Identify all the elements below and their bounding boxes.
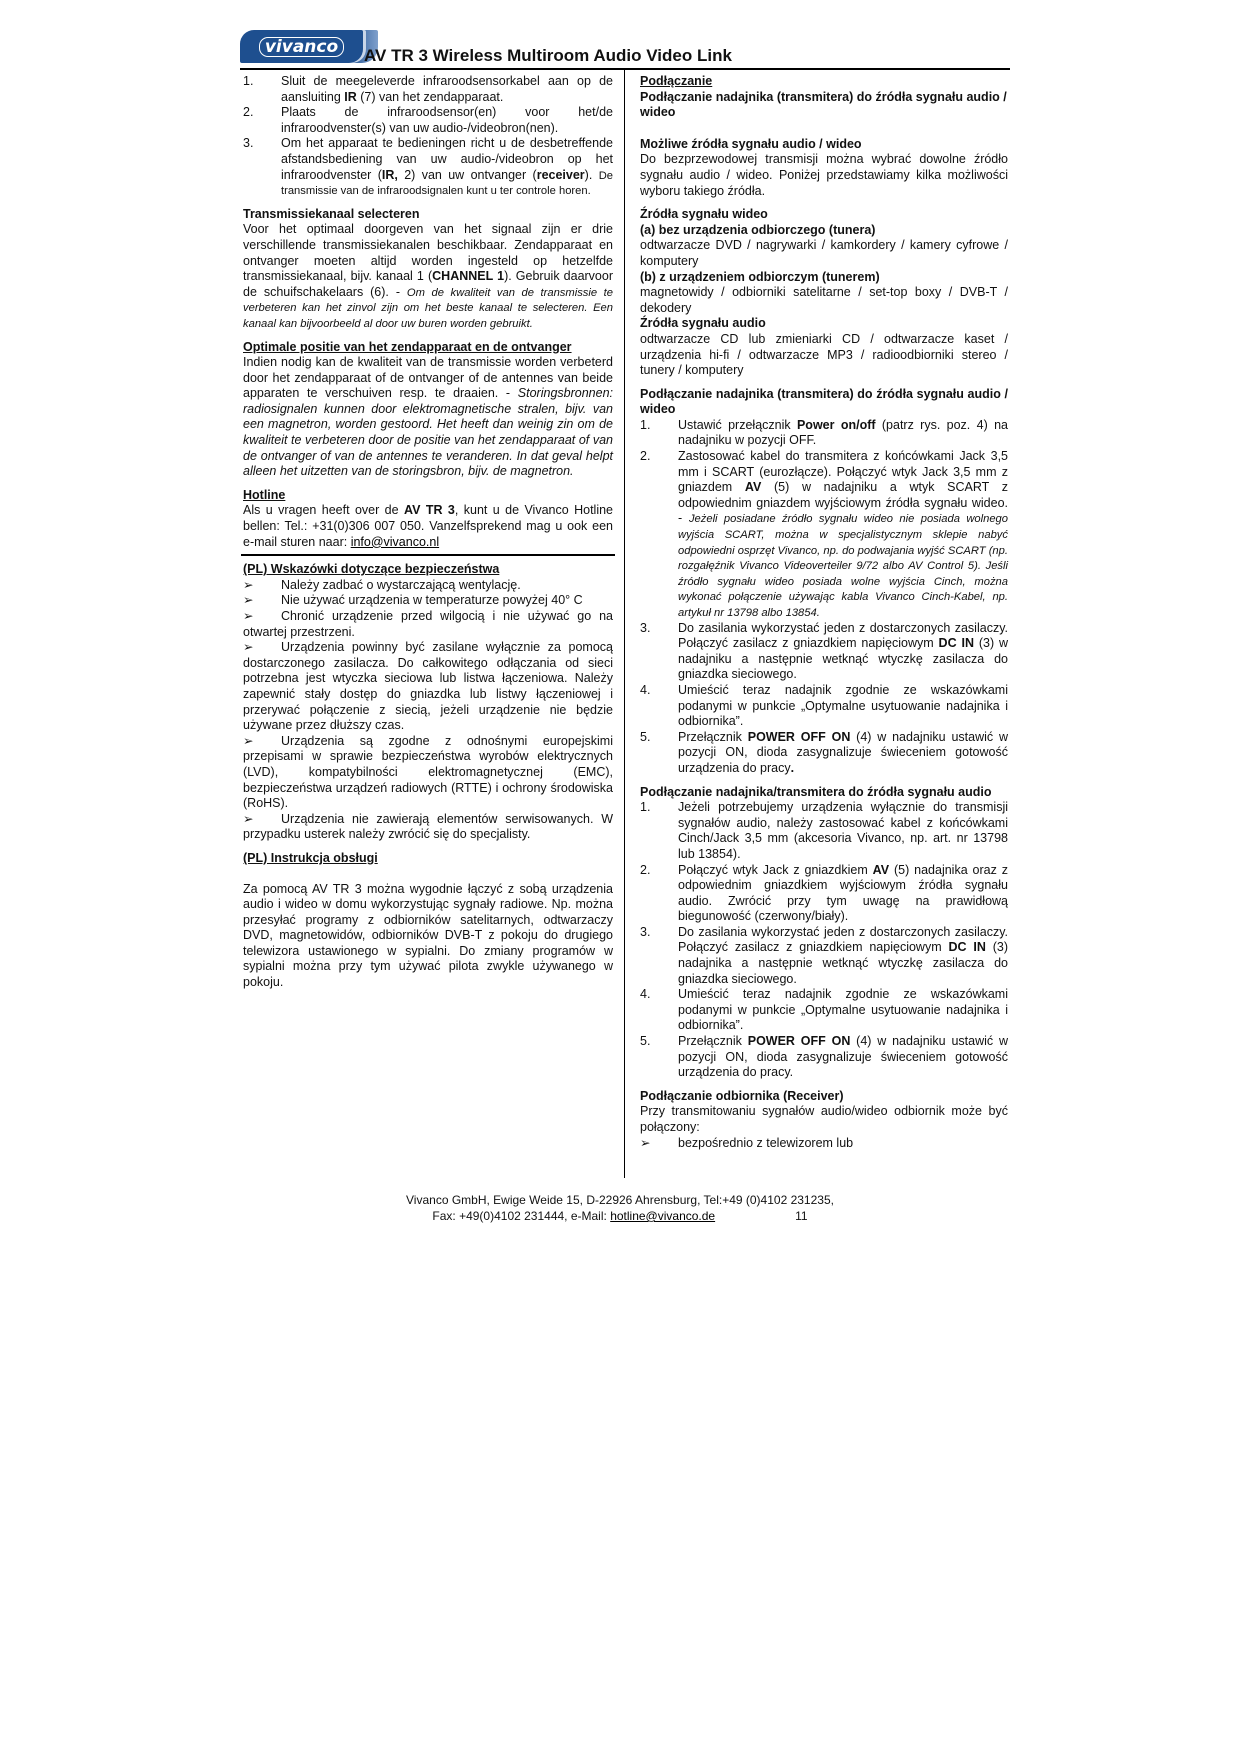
- av-steps-list: [640, 418, 1008, 777]
- subsection-heading: Źródła sygnału audio: [640, 316, 766, 331]
- list-item: [640, 1034, 1008, 1081]
- subsection-heading: Podłączanie nadajnika (transmitera) do źródła sygnału audio / wideo: [640, 89, 1007, 120]
- text: ).: [584, 167, 599, 182]
- item-number: 3.: [243, 136, 254, 151]
- right-column: [640, 74, 1008, 1151]
- arrow-bullet-icon: ➢: [243, 811, 254, 826]
- paragraph: magnetowidy / odbiorniki satelitarne / set-top boxy / DVB-T / dekodery: [640, 285, 1008, 315]
- bullet-item: [243, 593, 613, 609]
- bold-text: AV: [744, 480, 762, 495]
- italic-note: Om de kwaliteit van de transmissie te verbeteren kan het zinvol zijn om het beste kanaal te selecteren. Een kanaal kan bijvoorbeeld al door uw buren worden gebruikt.: [243, 286, 613, 330]
- text: Als u vragen heeft over de: [243, 503, 404, 518]
- column-divider: [624, 70, 625, 1178]
- subsection-heading: Podłączanie nadajnika/transmitera do źródła sygnału audio: [640, 784, 992, 799]
- text: 2) van uw ontvanger (: [397, 167, 537, 182]
- section-heading: Transmissiekanaal selecteren: [243, 206, 420, 221]
- bullet-item: [243, 609, 613, 640]
- item-number: 4.: [640, 987, 651, 1002]
- text: Urządzenia są zgodne z odnośnymi europejskimi przepisami w sprawie bezpieczeństwa wyrobów elektrycznych (LVD), kompatybilności elektromagnetycznej (EMC), bezpieczeństwa urządzeń radiowych (RTTE) i ochrony środowiska (RoHS).: [243, 733, 613, 811]
- item-text: [678, 863, 1008, 925]
- item-number: 3.: [640, 620, 651, 635]
- text: Urządzenia powinny być zasilane wyłącznie za pomocą dostarczonego zasilacza. Do całkowitego odłączania od sieci potrzebna jest wtyczka sieciowa lub listwa łączeniowa. Należy zapewnić stały dostęp do gniazdka lub listwy łączeniowej i przerywać połączenie z siecią, jeżeli urządzenie nie będzie używane przez dłuższy czas.: [243, 640, 613, 733]
- item-text: Jeżeli potrzebujemy urządzenia wyłącznie do transmisji sygnałów audio, należy zastosować kabel z końcówkami Cinch/Jack 3,5 mm (akcesoria Vivanco, np. art. nr 13798 lub 13854).: [678, 800, 1008, 861]
- item-text: Umieścić teraz nadajnik zgodnie ze wskazówkami podanymi w punkcie „Optymalne usytuowanie nadajnika i odbiornika”.: [678, 987, 1008, 1033]
- small-text: De transmissie van de infraroodsignalen kunt u ter controle horen.: [281, 169, 613, 198]
- text: , kunt u de Vivanco Hotline bellen: Tel.: +31(0)306 007 050. Vanzelfsprekend mag u ook een e-mail sturen naar:: [243, 503, 614, 549]
- audio-steps-list: [640, 800, 1008, 1081]
- text: (patrz rys. poz. 4) na nadajniku w pozycji OFF.: [678, 417, 1008, 448]
- bullet-item: [243, 734, 613, 812]
- text: (4) w nadajniku ustawić w pozycji ON, dioda zasygnalizuje świeceniem gotowość urządzenia do pracy: [678, 729, 1008, 775]
- item-number: 5.: [640, 729, 651, 744]
- text: (3) nadajnika a następnie wetknąć wtyczkę zasilacza do gniazdka sieciowego.: [678, 940, 1009, 986]
- text: Ustawić przełącznik: [678, 417, 797, 432]
- item-number: 4.: [640, 682, 651, 697]
- paragraph: Do bezprzewodowej transmisji można wybrać dowolne źródło sygnału audio / wideo. Poniżej przedstawiamy kilka możliwości wyboru takiego źródła.: [640, 152, 1008, 198]
- item-text: [678, 449, 1008, 621]
- text: Chronić urządzenie przed wilgocią i nie używać go na otwartej przestrzeni.: [243, 609, 613, 639]
- bold-text: DC IN: [938, 636, 974, 651]
- item-number: 1.: [640, 417, 651, 432]
- item-text: [281, 74, 613, 105]
- text: (5) nadajnika oraz z odpowiednim gniazdkiem wyjściowym źródła sygnału audio. Zwrócić przy tym uwagę na prawidłową biegunowość (czerwony/biały).: [678, 862, 1008, 924]
- text: (4) w nadajniku ustawić w pozycji ON, dioda zasygnalizuje świeceniem gotowość urządzenia do pracy.: [678, 1034, 1008, 1080]
- list-item: [243, 105, 613, 136]
- item-text: [281, 136, 613, 198]
- bullet-item: [243, 640, 613, 734]
- document-title: AV TR 3 Wireless Multiroom Audio Video Link: [364, 46, 732, 65]
- ir-steps-list: [243, 74, 613, 199]
- text: Sluit de meegeleverde infraroodsensorkabel aan op de aansluiting: [281, 74, 613, 104]
- bold-text: DC IN: [948, 940, 986, 955]
- bold-text: POWER OFF ON: [747, 729, 851, 744]
- page-footer: [0, 1192, 1240, 1224]
- bold-text: POWER OFF ON: [747, 1034, 851, 1049]
- arrow-bullet-icon: ➢: [243, 640, 254, 655]
- item-text: [678, 730, 1008, 777]
- section-heading: (PL) Wskazówki dotyczące bezpieczeństwa: [243, 562, 500, 577]
- paragraph: Przy transmitowaniu sygnałów audio/wideo odbiornik może być połączony:: [640, 1104, 1008, 1134]
- bold-text: .: [790, 760, 795, 775]
- section-heading: Podłączanie: [640, 74, 713, 88]
- text: Połączyć wtyk Jack z gniazdkiem: [678, 862, 873, 877]
- arrow-bullet-icon: ➢: [243, 733, 254, 748]
- paragraph: [243, 222, 613, 331]
- text: Przełącznik: [678, 729, 748, 744]
- text: Przełącznik: [678, 1034, 748, 1049]
- list-item: [640, 449, 1008, 621]
- text: Do zasilania wykorzystać jeden z dostarczonych zasilaczy. Połączyć zasilacz z gniazdkiem napięciowym: [678, 620, 1008, 651]
- page-header: [240, 36, 1010, 66]
- item-text: [678, 925, 1008, 987]
- item-number: 5.: [640, 1034, 651, 1049]
- bold-text: CHANNEL 1: [432, 269, 505, 284]
- subsection-heading: Źródła sygnału wideo: [640, 207, 768, 222]
- list-item: [243, 74, 613, 105]
- subsection-heading: Podłączanie nadajnika (transmitera) do źródła sygnału audio / wideo: [640, 386, 1008, 417]
- paragraph: [243, 503, 613, 550]
- list-item: [640, 800, 1008, 862]
- arrow-bullet-icon: ➢: [640, 1135, 651, 1150]
- left-column: [243, 74, 613, 991]
- list-item: [640, 621, 1008, 683]
- list-item: [640, 730, 1008, 777]
- item-text: [678, 1034, 1008, 1081]
- bold-text: Power on/off: [796, 417, 876, 432]
- bullet-item: [243, 578, 613, 594]
- header-rule: [240, 68, 1010, 70]
- text: Zastosować kabel do transmitera z końcówkami Jack 3,5 mm i SCART (eurozłącze). Połączyć wtyk Jack 3,5 mm z gniazdem: [678, 449, 1008, 495]
- paragraph: odtwarzacze CD lub zmieniarki CD / odtwarzacze kaset / urządzenia hi-fi / odtwarzacze MP3 / radioodbiorniki stereo / tunery / komputery: [640, 331, 1008, 378]
- subsection-heading: Możliwe źródła sygnału audio / wideo: [640, 136, 862, 151]
- footer-address: Vivanco GmbH, Ewige Weide 15, D-22926 Ahrensburg, Tel:+49 (0)4102 231235,: [406, 1193, 834, 1207]
- page-number: 11: [795, 1209, 808, 1223]
- list-item: [640, 987, 1008, 1034]
- italic-note: Jeżeli posiadane źródło sygnału wideo nie posiada wolnego wyjścia SCART, można w specjalistycznym sklepie nabyć odpowiedni osprzęt Vivanco, np. do podwajania wyjść SCART (np. rozgałęźnik Vivanco Videoverteiler 9/72 albo AV Control 5). Jeśli źródło sygnału wideo posiada wolne wyjścia Cinch, można wykonać połączenie używając kabla Vivanco Cinch-Kabel, np. artykuł nr 13798 albo 13854.: [678, 513, 1008, 619]
- list-item: [640, 925, 1008, 987]
- item-number: 2.: [640, 449, 651, 464]
- subsection-heading: (b) z urządzeniem odbiorczym (tunerem): [640, 269, 880, 284]
- bullet-item: [640, 1136, 1008, 1152]
- bold-text: IR: [344, 89, 357, 104]
- arrow-bullet-icon: ➢: [243, 593, 254, 608]
- list-item: [640, 418, 1008, 449]
- italic-note: Storingsbronnen: radiosignalen kunnen door elektromagnetische stralen, bijv. van een magnetron, worden gestoord. Het heeft dan weinig zin om de kwaliteit te verbeteren door de positie van het zendapparaat of van de ontvanger of van de antennes te veranderen. In dat geval helpt alleen het uitzetten van de storingsbron, bijv. de magnetron.: [243, 386, 613, 479]
- item-text: [678, 418, 1008, 449]
- text: Voor het optimaal doorgeven van het signaal zijn er drie verschillende transmissiekanalen beschikbaar. Zendapparaat en ontvanger moeten altijd worden ingesteld op hetzelfde transmissiekanaal, bijv. kanaal 1 (: [243, 222, 613, 284]
- bold-text: IR,: [381, 167, 398, 182]
- text: Należy zadbać o wystarczającą wentylację.: [281, 577, 521, 592]
- item-number: 1.: [640, 800, 651, 815]
- text: bezpośrednio z telewizorem lub: [678, 1135, 854, 1150]
- text: Urządzenia nie zawierają elementów serwisowanych. W przypadku usterek należy zwrócić się do specjalisty.: [243, 811, 613, 842]
- section-heading: Hotline: [243, 487, 286, 502]
- section-heading: Optimale positie van het zendapparaat en de ontvanger: [243, 339, 572, 354]
- item-text: [678, 621, 1008, 683]
- item-text: Umieścić teraz nadajnik zgodnie ze wskazówkami podanymi w punkcie „Optymalne usytuowanie nadajnika i odbiornika”.: [678, 682, 1008, 729]
- item-text: Plaats de infraroodsensor(en) voor het/de infraroodvenster(s) van uw audio-/videobron(nen).: [281, 105, 613, 135]
- email-link[interactable]: info@vivanco.nl: [350, 534, 440, 549]
- paragraph: Za pomocą AV TR 3 można wygodnie łączyć z sobą urządzenia audio i wideo w domu wykorzystując sygnały radiowe. Np. można przesyłać programy z odbiorników satelitarnych, odtwarzaczy DVD, magnetowidów, odbiorników DVB-T z pokoju do drugiego telewizora ustawionego w sypialni. Do zmiany programów w sypialni można przy tym używać pilota zwykle używanego w pokoju.: [243, 881, 613, 990]
- text: Indien nodig kan de kwaliteit van de transmissie worden verbeterd door het zendapparaat of de ontvanger of de antennes van beide apparaten te verschuiven resp. te draaien. -: [243, 355, 613, 401]
- item-number: 2.: [243, 105, 254, 120]
- section-heading: (PL) Instrukcja obsługi: [243, 850, 378, 865]
- text: (7) van het zendapparaat.: [356, 89, 504, 104]
- text: Fax: +49(0)4102 231444, e-Mail:: [432, 1209, 611, 1223]
- section-divider: [241, 554, 615, 556]
- list-item: [243, 136, 613, 198]
- list-item: [640, 683, 1008, 730]
- subsection-heading: (a) bez urządzenia odbiorczego (tunera): [640, 222, 876, 237]
- bold-text: AV TR 3: [404, 503, 455, 518]
- item-number: 1.: [243, 74, 254, 88]
- text: Om het apparaat te bedieningen richt u de desbetreffende afstandsbediening van uw audio-/videobron op het infraroodvenster (: [281, 136, 613, 182]
- text: Do zasilania wykorzystać jeden z dostarczonych zasilaczy. Połączyć zasilacz z gniazdkiem napięciowym: [678, 924, 1008, 955]
- text: (5) w nadajniku a wtyk SCART z odpowiednim gniazdem wyjściowym źródła sygnału wideo. -: [678, 480, 1008, 526]
- paragraph: [243, 355, 613, 480]
- text: ). Gebruik daarvoor de schuifschakelaars (6). -: [243, 269, 613, 299]
- bold-text: AV: [872, 862, 890, 877]
- paragraph: odtwarzacze DVD / nagrywarki / kamkordery / kamery cyfrowe / komputery: [640, 238, 1008, 268]
- vivanco-logo: [240, 30, 363, 63]
- logo-text: vivanco: [259, 37, 344, 57]
- arrow-bullet-icon: ➢: [243, 609, 254, 623]
- footer-email-link[interactable]: hotline@vivanco.de: [610, 1209, 716, 1223]
- arrow-bullet-icon: ➢: [243, 577, 254, 592]
- item-number: 2.: [640, 862, 651, 877]
- subsection-heading: Podłączanie odbiornika (Receiver): [640, 1088, 844, 1103]
- bold-text: receiver: [536, 167, 585, 182]
- bullet-item: [243, 812, 613, 843]
- list-item: [640, 863, 1008, 925]
- text: (3) w nadajniku a następnie wetknąć wtyczkę zasilacza do gniazdka sieciowego.: [678, 636, 1009, 682]
- item-number: 3.: [640, 924, 651, 939]
- footer-contact: [0, 1208, 1240, 1224]
- text: Nie używać urządzenia w temperaturze powyżej 40° C: [281, 593, 583, 608]
